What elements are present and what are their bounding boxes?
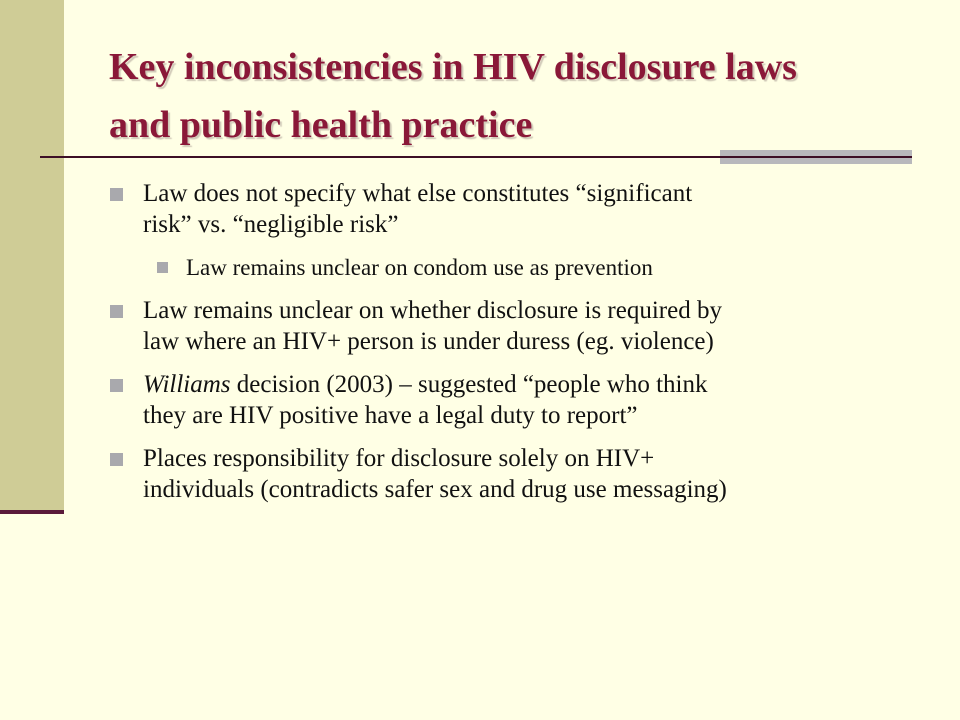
bullet-line: law where an HIV+ person is under duress (eg. violence) [143,328,714,355]
square-bullet-icon [110,379,123,392]
square-bullet-icon [110,305,123,318]
square-bullet-icon [110,453,123,466]
bullet-item [110,443,910,505]
bullet-line: Law remains unclear on condom use as prevention [186,255,653,280]
bullet-item [110,295,910,357]
bullet-list [110,178,910,517]
bullet-line: risk” vs. “negligible risk” [143,211,399,238]
bullet-line [143,369,910,400]
bullet-line: they are HIV positive have a legal duty to report” [143,402,638,429]
left-accent-bar-underline [0,510,64,514]
bullet-line: Law remains unclear on whether disclosure is required by [143,297,722,324]
bullet-line: Law does not specify what else constitutes “significant [143,180,693,207]
bullet-line-rest: decision (2003) – suggested “people who think [230,371,708,398]
bullet-item [110,178,910,240]
case-name: Williams [143,371,231,398]
slide-title [109,38,929,154]
left-accent-bar [0,0,64,510]
bullet-line: Places responsibility for disclosure solely on HIV+ [143,445,655,472]
slide-title-line-1: Key inconsistencies in HIV disclosure laws [109,46,797,88]
bullet-line: individuals (contradicts safer sex and drug use messaging) [143,476,727,503]
square-bullet-icon [157,262,168,273]
slide-title-line-2: and public health practice [109,104,533,146]
square-bullet-icon [110,188,123,201]
sub-bullet-item [110,252,910,283]
title-divider-accent [720,150,912,164]
bullet-item [110,369,910,431]
